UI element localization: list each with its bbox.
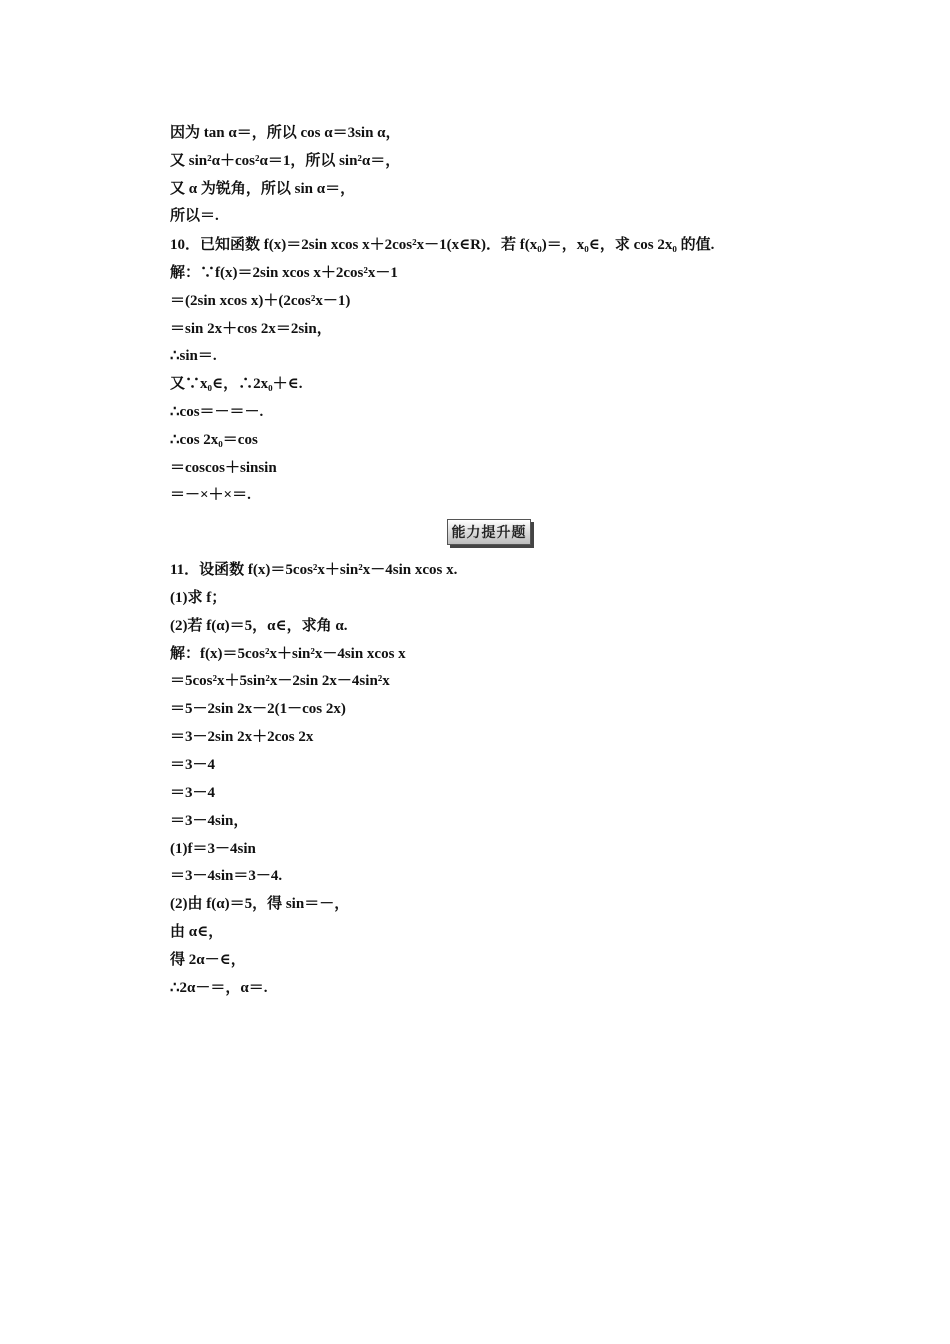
text-line: 解：f(x)＝5cos²x＋sin²x－4sin xcos x bbox=[170, 646, 406, 662]
text-line: ＝3－4sin＝3－4. bbox=[170, 868, 283, 884]
text-line: 又∵x₀∈，∴2x₀＋∈. bbox=[170, 376, 303, 392]
text-line: 又 α 为锐角，所以 sin α＝， bbox=[170, 181, 356, 197]
text-line: 解：∵f(x)＝2sin xcos x＋2cos²x－1 bbox=[170, 265, 398, 281]
text-line: (2)若 f(α)＝5，α∈，求角 α. bbox=[170, 618, 348, 634]
text-line: ∴cos 2x₀＝cos bbox=[170, 432, 258, 448]
text-line: ∴2α－＝，α＝. bbox=[170, 980, 268, 996]
text-line: 因为 tan α＝，所以 cos α＝3sin α， bbox=[170, 125, 401, 141]
problem-11-statement: 11．设函数 f(x)＝5cos²x＋sin²x－4sin xcos x. bbox=[170, 562, 458, 578]
text-line: (2)由 f(α)＝5，得 sin＝－， bbox=[170, 896, 350, 912]
text-line: 得 2α－∈， bbox=[170, 952, 246, 968]
problem-10-statement: 10．已知函数 f(x)＝2sin xcos x＋2cos²x－1(x∈R)．若 f(x₀)＝，x₀∈，求 cos 2x₀ 的值. bbox=[170, 237, 715, 253]
text-line: ＝coscos＋sinsin bbox=[170, 460, 277, 476]
text-line: 又 sin²α＋cos²α＝1，所以 sin²α＝， bbox=[170, 153, 401, 169]
text-line: (1)f＝3－4sin bbox=[170, 841, 256, 857]
text-line: ＝－×＋×＝. bbox=[170, 487, 251, 503]
text-line: ∴sin＝. bbox=[170, 348, 217, 364]
text-line: ＝5－2sin 2x－2(1－cos 2x) bbox=[170, 701, 346, 717]
text-line: ∴cos＝－＝－. bbox=[170, 404, 264, 420]
text-line: ＝3－4sin， bbox=[170, 813, 249, 829]
text-line: 所以＝. bbox=[170, 208, 219, 224]
section-badge: 能力提升题 bbox=[447, 519, 531, 545]
text-line: 由 α∈， bbox=[170, 924, 224, 940]
text-line: ＝3－2sin 2x＋2cos 2x bbox=[170, 729, 314, 745]
text-line: ＝(2sin xcos x)＋(2cos²x－1) bbox=[170, 293, 351, 309]
text-line: (1)求 f； bbox=[170, 590, 227, 606]
text-line: ＝3－4 bbox=[170, 785, 216, 801]
text-line: ＝sin 2x＋cos 2x＝2sin， bbox=[170, 321, 332, 337]
text-line: ＝3－4 bbox=[170, 757, 216, 773]
text-line: ＝5cos²x＋5sin²x－2sin 2x－4sin²x bbox=[170, 673, 390, 689]
